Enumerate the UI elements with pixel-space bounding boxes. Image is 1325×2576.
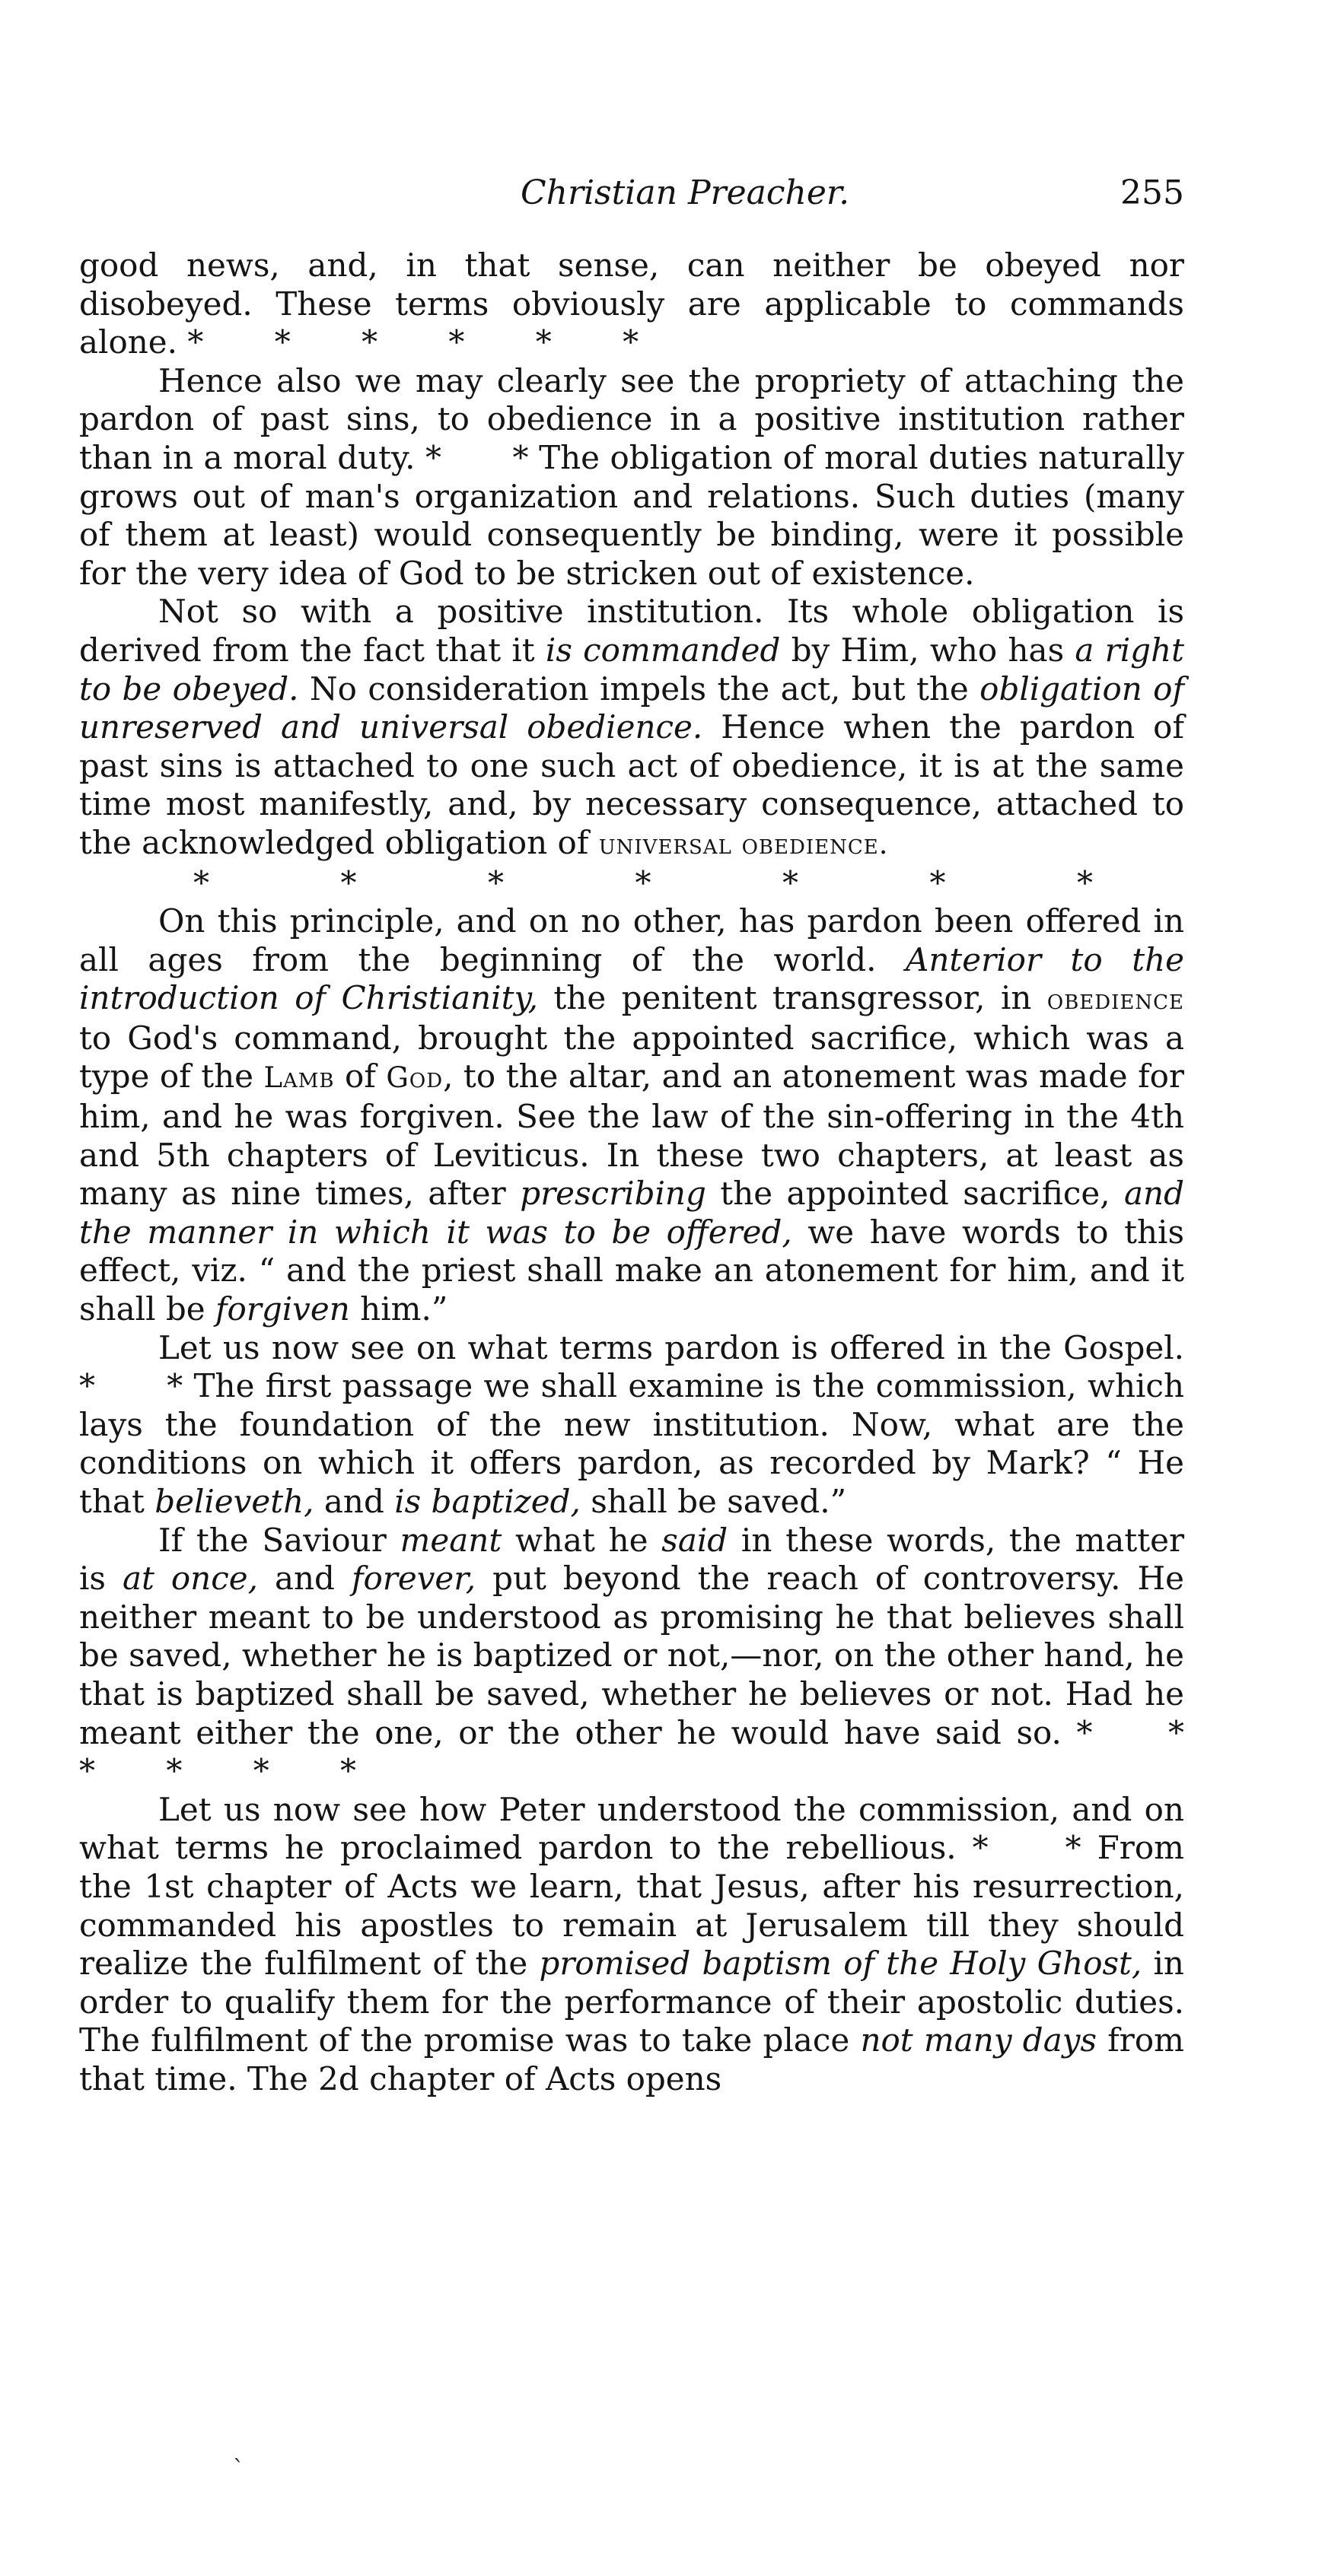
text-run: , to the altar, and an atonement was made for him, and he was forgiven. See the law of the sin-offering in the 4th and 5th chapters of Leviticus. In these two chapters, at least as many as nine times, after: [79, 1057, 1184, 1213]
text-run: shall be saved.”: [580, 1483, 847, 1520]
italic-run: forgiven: [215, 1290, 350, 1328]
paragraph-4: [79, 902, 1184, 1329]
ellipsis-stars: * * * * * *: [187, 323, 639, 361]
paragraph-5: [79, 1329, 1184, 1522]
star: *: [1077, 863, 1093, 902]
small-caps-run: obedience: [1046, 983, 1184, 1016]
text-run: If the Saviour: [158, 1521, 400, 1559]
paragraph-2-text-a: Hence also we may clearly see the propriety of attaching the pardon of past sins, to obedience in a positive institution rather than in a moral duty.: [79, 361, 1184, 476]
stray-print-mark: ˋ: [233, 2456, 244, 2482]
italic-run: said: [661, 1521, 728, 1559]
italic-run: prescribing: [520, 1175, 706, 1213]
text-run: by Him, who has: [780, 631, 1075, 669]
text-run: The first passage we shall examine is the commission, which lays the foundation of the new institution. Now, what are the conditions on which it offers pardon, as recorded by Mark? “ He that: [79, 1367, 1185, 1520]
star: *: [782, 863, 798, 902]
ellipsis-stars: * *: [425, 438, 529, 476]
body-text: [79, 246, 1184, 2099]
section-break-stars: [79, 864, 1184, 903]
text-run: from that time. The 2d chapter of Acts opens: [79, 2021, 1184, 2097]
text-run: to God's command, brought the appointed sacrifice, which was a type of the: [79, 1019, 1184, 1096]
star: *: [193, 863, 209, 902]
italic-run: and the manner in which it was to be offered,: [79, 1175, 1184, 1251]
text-run: and: [257, 1560, 352, 1598]
italic-run: promised baptism of the Holy Ghost,: [539, 1945, 1142, 1983]
star: *: [340, 863, 357, 902]
italic-run: is baptized,: [394, 1483, 581, 1520]
italic-run: meant: [400, 1521, 502, 1559]
ellipsis-stars: * *: [972, 1829, 1081, 1867]
paragraph-7: [79, 1791, 1184, 2099]
small-caps-run: universal obedience.: [598, 827, 889, 860]
text-run: No consideration impels the act, but the: [298, 669, 980, 708]
ellipsis-stars: * *: [79, 1367, 183, 1405]
italic-run: not many days: [860, 2021, 1097, 2059]
book-page: [79, 173, 1184, 2099]
small-caps-run: God: [386, 1061, 444, 1095]
italic-run: at once,: [122, 1560, 258, 1598]
text-run: of: [334, 1057, 387, 1096]
small-caps-run: Lamb: [263, 1061, 335, 1095]
text-run: in these words, the matter is: [79, 1521, 1185, 1598]
italic-run: a right to be obeyed.: [79, 631, 1184, 708]
italic-run: forever,: [351, 1560, 476, 1598]
italic-run: believeth,: [154, 1483, 314, 1520]
text-run: Let us now see how Peter understood the commission, and on what terms he proclaimed pardon to the rebellious.: [79, 1790, 1184, 1867]
text-run: Hence when the pardon of past sins is attached to one such act of obedience, it is at the same time most manifestly, and, by necessary consequence, attached to the acknowledged obligation of: [79, 708, 1184, 861]
text-run: in order to qualify them for the performance of their apostolic duties. The fulfilment of the promise was to take place: [79, 1945, 1184, 2059]
italic-run: is commanded: [545, 631, 781, 669]
text-run: and: [314, 1483, 395, 1520]
text-run: On this principle, and on no other, has pardon been offered in all ages from the beginning of the world.: [79, 902, 1184, 978]
paragraph-2-text-b: The obligation of moral duties naturally grows out of man's organization and relations. Such duties (many of them at least) would consequently be binding, were it possible for the very idea of God to be stricken out of existence.: [79, 438, 1184, 592]
star: *: [488, 863, 504, 902]
paragraph-6: [79, 1522, 1184, 1791]
paragraph-1-text: good news, and, in that sense, can neither be obeyed nor disobeyed. These terms obviously are applicable to commands alone.: [79, 246, 1184, 361]
text-run: put beyond the reach of controversy. He neither meant to be understood as promising he that believes shall be saved, whether he is baptized or not,—nor, on the other hand, he that is baptized shall be saved, whether he believes or not. Had he meant either the one, or the other he would have said so.: [79, 1560, 1184, 1751]
text-run: the appointed sacrifice,: [705, 1175, 1125, 1213]
text-run: Not so with a positive institution. Its whole obligation is derived from the fact that it: [79, 593, 1184, 669]
paragraph-2: [79, 362, 1184, 593]
paragraph-1: [79, 246, 1184, 362]
star: *: [635, 863, 651, 902]
running-head: Christian Preacher.: [520, 173, 850, 212]
page-header: [79, 173, 1184, 227]
text-run: we have words to this effect, viz. “ and the priest shall make an atonement for him, and it shall be: [79, 1213, 1184, 1328]
paragraph-3: [79, 593, 1184, 863]
text-run: what he: [502, 1521, 662, 1559]
text-run: From the 1st chapter of Acts we learn, that Jesus, after his resurrection, commanded his apostles to remain at Jerusalem till they should realize the fulfilment of the: [79, 1829, 1184, 1983]
ellipsis-stars: * * * * * *: [79, 1713, 1184, 1790]
page-number: 255: [1120, 173, 1184, 212]
text-run: the penitent transgressor, in: [537, 979, 1047, 1017]
text-run: Let us now see on what terms pardon is offered in the Gospel.: [158, 1328, 1184, 1366]
italic-run: obligation of unreserved and universal obedience.: [79, 669, 1184, 746]
star: *: [929, 863, 946, 902]
text-run: him.”: [349, 1290, 448, 1328]
italic-run: Anterior to the introduction of Christianity,: [79, 940, 1185, 1017]
